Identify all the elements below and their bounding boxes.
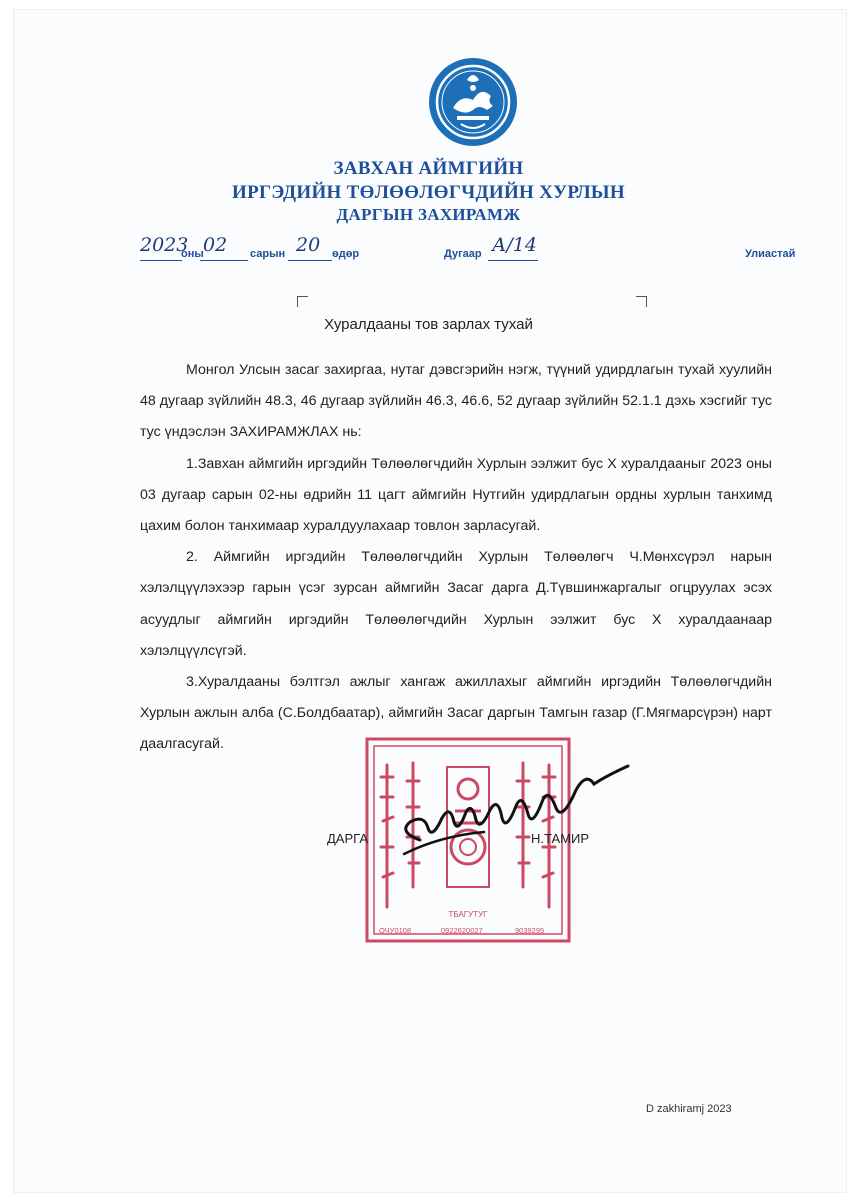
date-year-label: оны — [181, 248, 204, 260]
date-month: 02 — [203, 234, 228, 256]
date-day-label: өдөр — [332, 248, 360, 260]
stamp-code-1: ОЧУ0108 — [379, 926, 412, 935]
header-line-1: ЗАВХАН АЙМГИЙН — [333, 158, 524, 179]
header-line-3: ДАРГЫН ЗАХИРАМЖ — [336, 205, 521, 224]
place-label: Улиастай — [745, 248, 796, 260]
signatory-title: ДАРГА — [327, 831, 368, 846]
date-month-label: сарын — [250, 248, 286, 260]
document-body — [140, 355, 772, 761]
item-1-paragraph: 1.Завхан аймгийн иргэдийн Төлөөлөгчдийн Хурлын ээлжит бус X хуралдааныг 2023 оны 03 дугаар сарын 02-ны өдрийн 11 цагт аймгийн Нутгийн удирдлагын ордны хурлын танхимд цахим болон танхимаар хуралдуулахаар товлон зарласугай. — [140, 455, 772, 535]
date-year: 2023 — [140, 234, 189, 256]
title-corner-left — [297, 296, 308, 307]
intro-paragraph: Монгол Улсын засаг захиргаа, нутаг дэвсгэрийн нэгж, түүний удирдлагын тухай хуулийн 48 дугаар зүйлийн 48.3, 46 дугаар зүйлийн 46.3, 46.6, 52 дугаар зүйлийн 52.1.1 дэхь хэсгийг тус тус үндэслэн ЗАХИРАМЖЛАХ нь: — [140, 362, 772, 441]
state-emblem-icon — [427, 56, 519, 148]
handwritten-signature — [380, 762, 640, 862]
document-title: Хуралдааны тов зарлах тухай — [324, 316, 533, 333]
stamp-code-3: 9039295 — [515, 926, 545, 935]
header-line-2: ИРГЭДИЙН ТӨЛӨӨЛӨГЧДИЙН ХУРЛЫН — [232, 182, 625, 203]
number-label: Дугаар — [444, 248, 482, 260]
footer-reference: D zakhiramj 2023 — [646, 1103, 732, 1115]
stamp-code-2: 0922620027 — [441, 926, 483, 935]
signatory-name: Н.ТАМИР — [531, 831, 590, 846]
stamp-center-text: ТБАГУТУГ — [448, 910, 488, 919]
date-day: 20 — [296, 234, 321, 256]
document-number: А/14 — [492, 234, 537, 256]
date-line — [0, 234, 857, 268]
item-2-paragraph: 2. Аймгийн иргэдийн Төлөөлөгчдийн Хурлын Төлөөлөгч Ч.Мөнхсүрэл нарын хэлэлцүүлэхээр гарын үсэг зурсан аймгийн Засаг дарга Д.Түвшинжаргалыг огцруулах эсэх асуудлыг аймгийн иргэдийн Төлөөлөгчдийн Хурлын ээлжит бус X хуралдаанаар хэлэлцүүлсүгэй. — [140, 549, 772, 659]
item-3-paragraph: 3.Хуралдааны бэлтгэл ажлыг хангаж ажиллахыг аймгийн иргэдийн Төлөөлөгчдийн Хурлын ажлын алба (С.Болдбаатар), аймгийн Засаг даргын Тамгын газар (Г.Мягмарсүрэн) нарт даалгасугай. — [140, 674, 772, 753]
title-corner-right — [636, 296, 647, 307]
